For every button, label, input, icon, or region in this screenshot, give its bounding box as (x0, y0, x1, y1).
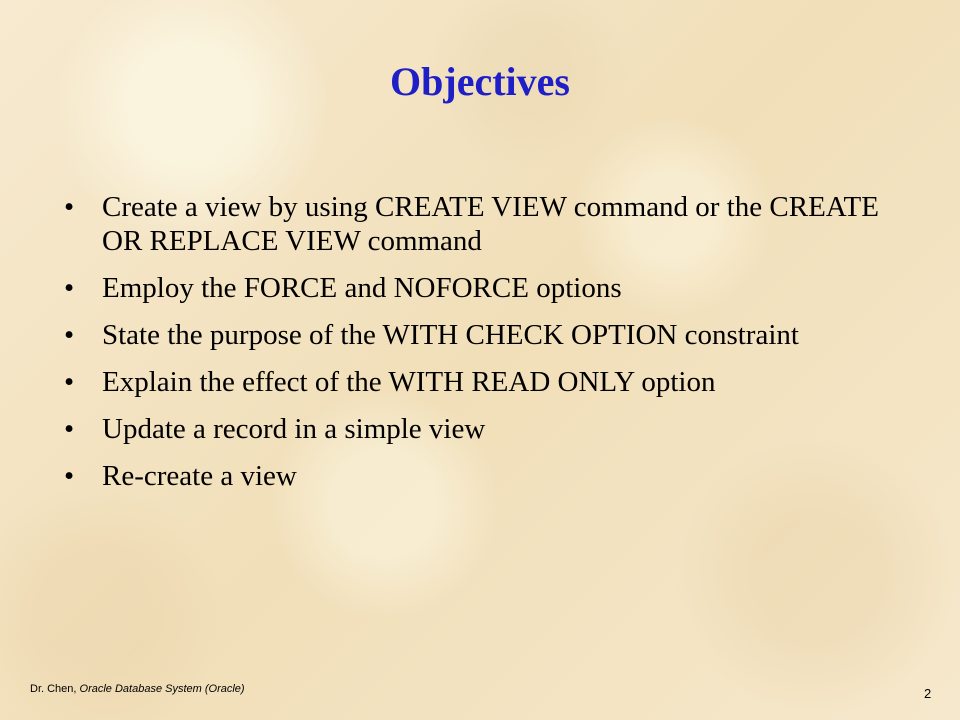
slide-footer (30, 683, 245, 695)
list-item-text: Re-create a view (102, 460, 297, 492)
slide-title: Objectives (390, 59, 570, 104)
list-item (60, 459, 900, 493)
bullet-icon: • (64, 460, 75, 492)
list-item-text: Update a record in a simple view (102, 413, 486, 445)
page-number: 2 (924, 686, 932, 701)
bullet-icon: • (64, 366, 75, 398)
bullet-icon: • (64, 413, 75, 445)
list-item-text: Employ the FORCE and NOFORCE options (102, 272, 622, 304)
bullet-icon: • (64, 272, 75, 304)
list-item (60, 412, 900, 446)
objectives-list (60, 190, 900, 506)
list-item-text: State the purpose of the WITH CHECK OPTION constraint (102, 319, 799, 351)
bullet-icon: • (64, 319, 75, 351)
list-item-text: Explain the effect of the WITH READ ONLY option (102, 366, 716, 398)
footer-author: Dr. Chen, (30, 683, 77, 695)
list-item (60, 190, 900, 258)
list-item (60, 318, 900, 352)
list-item-text: Create a view by using CREATE VIEW command or the CREATE OR REPLACE VIEW command (102, 191, 879, 257)
footer-course: Oracle Database System (Oracle) (79, 683, 245, 695)
list-item (60, 271, 900, 305)
list-item (60, 365, 900, 399)
bullet-icon: • (64, 191, 75, 223)
